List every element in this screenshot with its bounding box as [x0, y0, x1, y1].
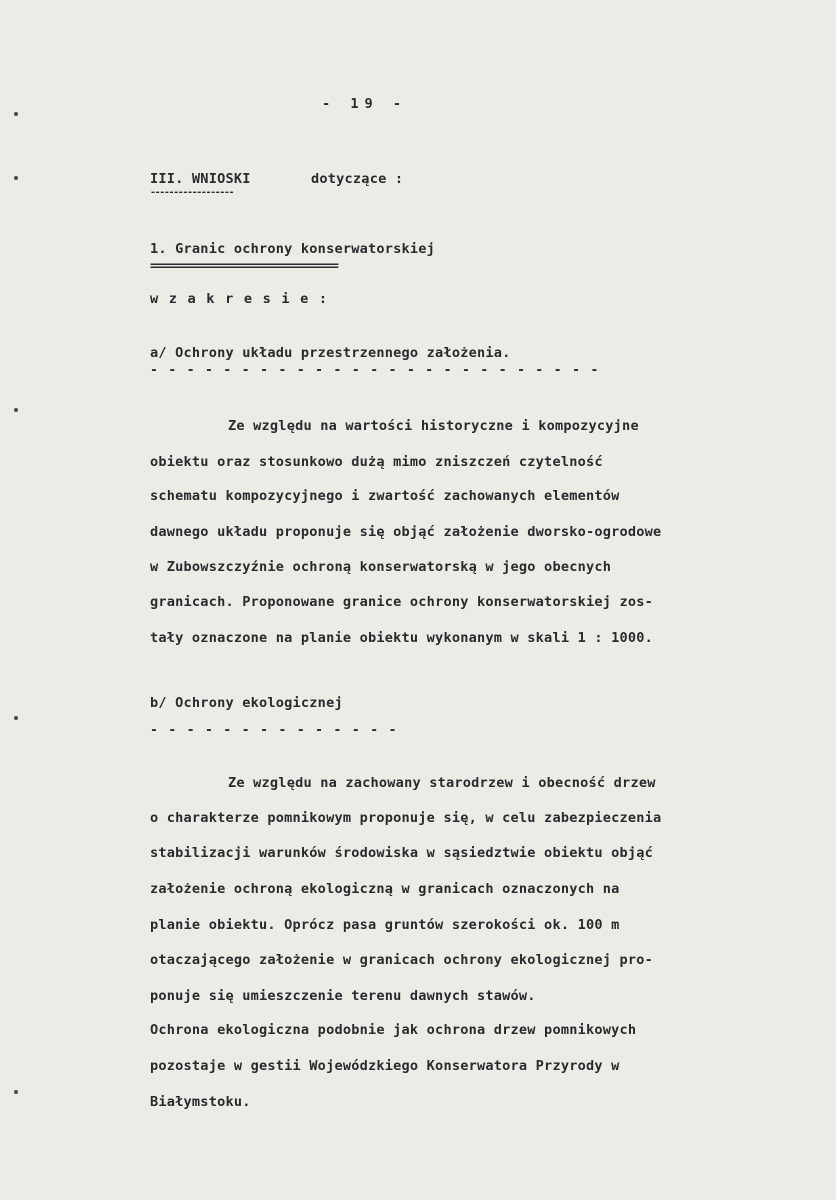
paragraph-a-line: w Zubowszczyźnie ochroną konserwatorską w jego obecnych: [150, 559, 612, 575]
heading-a: a/ Ochrony układu przestrzennego założenia.: [150, 345, 511, 361]
paragraph-a-line: Ze względu na wartości historyczne i kompozycyjne: [228, 418, 639, 434]
margin-mark: [14, 112, 18, 116]
heading-b-underline: - - - - - - - - - - - - - -: [150, 724, 398, 737]
margin-mark: [14, 716, 18, 720]
spaced-label: w z a k r e s i e :: [150, 291, 329, 307]
section-heading-label: III. WNIOSKI: [150, 171, 251, 187]
heading-1-underline: ===================================: [150, 260, 337, 273]
heading-a-underline: - - - - - - - - - - - - - - - - - - - - - - - - -: [150, 364, 600, 377]
heading-b: b/ Ochrony ekologicznej: [150, 695, 343, 711]
paragraph-b-line: stabilizacji warunków środowiska w sąsiedztwie obiektu objąć: [150, 845, 654, 861]
paragraph-b-line: Białymstoku.: [150, 1094, 251, 1110]
paragraph-b-line: Ochrona ekologiczna podobnie jak ochrona drzew pomnikowych: [150, 1022, 637, 1038]
paragraph-b-line: założenie ochroną ekologiczną w granicach oznaczonych na: [150, 881, 620, 897]
paragraph-a-line: tały oznaczone na planie obiektu wykonanym w skali 1 : 1000.: [150, 630, 654, 646]
paragraph-b-line: planie obiektu. Oprócz pasa gruntów szerokości ok. 100 m: [150, 917, 620, 933]
margin-mark: [14, 408, 18, 412]
paragraph-b-line: Ze względu na zachowany starodrzew i obecność drzew: [228, 775, 656, 791]
paragraph-b-line: pozostaje w gestii Wojewódzkiego Konserwatora Przyrody w: [150, 1058, 620, 1074]
paragraph-b-line: o charakterze pomnikowym proponuje się, w celu zabezpieczenia: [150, 810, 662, 826]
margin-mark: [14, 1090, 18, 1094]
paragraph-b-line: otaczającego założenie w granicach ochrony ekologicznej pro-: [150, 952, 654, 968]
paragraph-a-line: obiektu oraz stosunkowo dużą mimo zniszczeń czytelność: [150, 454, 603, 470]
paragraph-a-line: granicach. Proponowane granice ochrony konserwatorskiej zos-: [150, 594, 654, 610]
paragraph-b-line: ponuje się umieszczenie terenu dawnych stawów.: [150, 988, 536, 1004]
section-heading-underline: ------------------: [150, 188, 234, 198]
paragraph-a-line: dawnego układu proponuje się objąć założenie dworsko-ogrodowe: [150, 524, 662, 540]
page-number: - 19 -: [322, 96, 408, 112]
paragraph-a-line: schematu kompozycyjnego i zwartość zachowanych elementów: [150, 488, 620, 504]
margin-mark: [14, 176, 18, 180]
heading-1: 1. Granic ochrony konserwatorskiej: [150, 241, 436, 257]
section-heading-rest: dotyczące :: [311, 171, 404, 187]
